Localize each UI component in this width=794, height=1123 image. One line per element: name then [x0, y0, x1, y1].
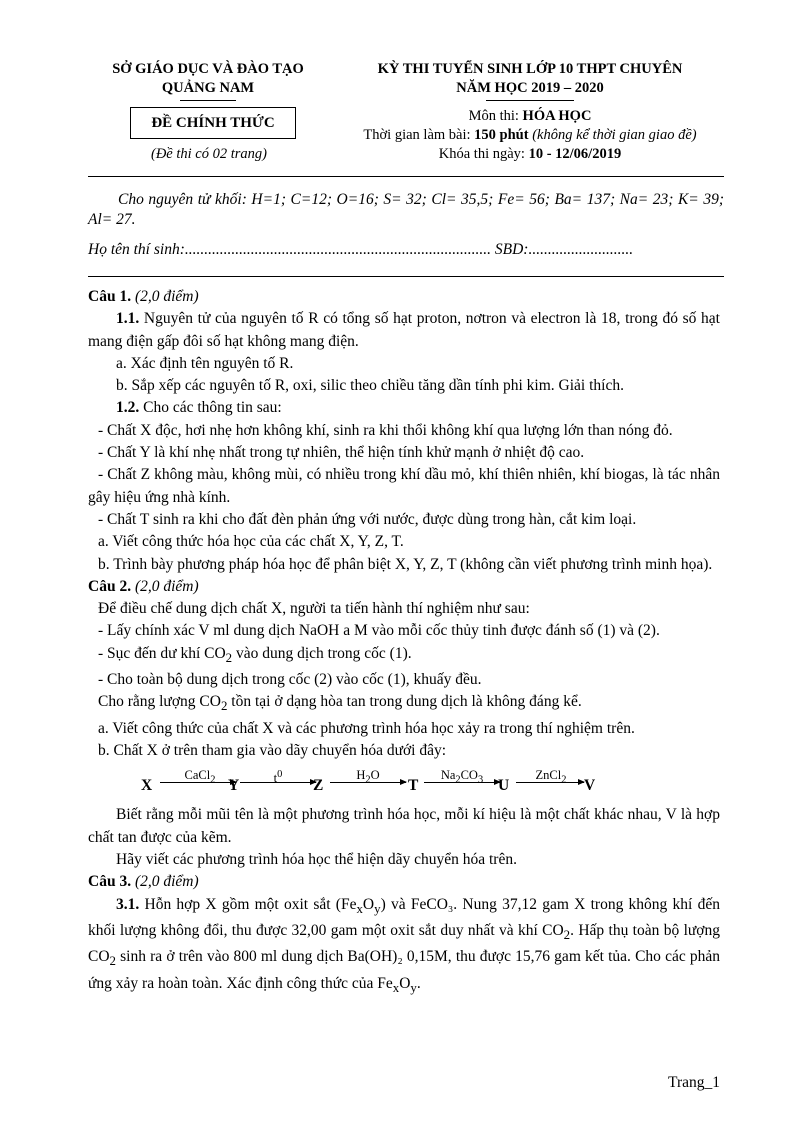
- co2-assumption: Cho rằng lượng $CO_2$ tồn tại ở dạng hòa tan trong dung dịch là không đáng kể.: [98, 693, 582, 714]
- question-2-intro: Để điều chế dung dịch chất X, người ta tiến hành thí nghiệm như sau:: [98, 600, 530, 618]
- exam-content: [88, 286, 720, 999]
- chain-node-t: T: [408, 777, 419, 795]
- question-2-title: Câu 2. (2,0 điểm): [88, 577, 199, 595]
- official-exam-box: ĐỀ CHÍNH THỨC: [130, 107, 296, 139]
- arrow-1: [160, 782, 236, 783]
- atomic-masses: Cho nguyên tử khối: H=1; C=12; O=16; S= 32; Cl= 35,5; Fe= 56; Ba= 137; Na= 23; K= 39; Al= 27.: [88, 191, 724, 228]
- province-name: QUẢNG NAM: [161, 80, 255, 96]
- arrow-5: [516, 782, 584, 783]
- reagent-na2co3: $Na_2CO_3$: [440, 768, 484, 786]
- substance-x-info: - Chất X độc, hơi nhẹ hơn không khí, sinh ra khi thổi không khí qua lượng lớn than nóng đỏ.: [98, 421, 673, 439]
- arrow-3: [330, 782, 406, 783]
- question-1-title: Câu 1. (2,0 điểm): [88, 288, 199, 305]
- substance-z-info: - Chất Z không màu, không mùi, có nhiều trong khí dầu mỏ, khí thiên nhiên, khí biogas, là tác nhân gây hiệu ứng nhà kính.: [88, 466, 720, 506]
- bottom-divider: [88, 276, 724, 277]
- step-2: - Sục đến dư khí $CO_2$ vào dung dịch trong cốc (1).: [98, 644, 412, 665]
- question-1-1-b: b. Sắp xếp các nguyên tố R, oxi, silic theo chiều tăng dần tính phi kim. Giải thích.: [116, 377, 624, 395]
- candidate-line: Họ tên thí sinh:............................................................................... SBD:...........................: [88, 241, 634, 258]
- substance-y-info: - Chất Y là khí nhẹ nhất trong tự nhiên, thể hiện tính khử mạnh ở nhiệt độ cao.: [98, 444, 585, 462]
- question-2-a: a. Viết công thức của chất X và các phương trình hóa học xảy ra trong thí nghiệm trên.: [98, 719, 635, 737]
- page-count-note: (Đề thi có 02 trang): [151, 146, 267, 162]
- chain-node-y: Y: [228, 777, 240, 795]
- chain-instruction: Hãy viết các phương trình hóa học thể hiện dãy chuyển hóa trên.: [116, 851, 517, 869]
- chain-node-x: X: [141, 777, 153, 795]
- exam-heading: [340, 60, 720, 98]
- step-3: - Cho toàn bộ dung dịch trong cốc (2) vào cốc (1), khuấy đều.: [98, 671, 482, 689]
- question-3-1: 3.1. Hỗn hợp X gồm một oxit sắt $(Fe_xO_y)$ và FeCO₃. Nung 37,12 gam X trong không khí đến khối lượng không đổi, thu được 32,00 gam một oxit sắt duy nhất và khí $CO_2$. Hấp thụ toàn bộ lượng $CO_2$ sinh ra ở trên vào 800 ml dung dịch Ba(OH)₂ 0,15M, thu được 15,76 gam kết tủa. Cho các phản ứng xảy ra hoàn toàn. Xác định công thức của $Fe_xO_y$.: [88, 895, 720, 995]
- reagent-heat: $t^0$: [273, 769, 283, 786]
- page-number: Trang_1: [668, 1074, 720, 1091]
- reagent-water: $H_2O$: [356, 768, 380, 786]
- question-1-2: 1.2. Cho các thông tin sau:: [116, 399, 282, 417]
- exam-name: KỲ THI TUYỂN SINH LỚP 10 THPT CHUYÊN: [377, 61, 683, 77]
- date-line: Khóa thi ngày: 10 - 12/06/2019: [438, 146, 622, 162]
- chain-node-u: U: [498, 777, 510, 795]
- exam-details: [340, 107, 720, 164]
- chain-node-v: V: [584, 777, 596, 795]
- question-2-b: b. Chất X ở trên tham gia vào dãy chuyển hóa dưới đây:: [98, 742, 447, 760]
- question-1-1: 1.1. Nguyên tử của nguyên tố R có tổng số hạt proton, nơtron và electron là 18, trong đó số hạt mang điện gấp đôi số hạt không mang điện.: [88, 310, 720, 350]
- reagent-zncl2: ZnCl$_2$: [535, 768, 567, 786]
- question-3-title: Câu 3. (2,0 điểm): [88, 873, 199, 891]
- chain-note: Biết rằng mỗi mũi tên là một phương trình hóa học, mỗi kí hiệu là một chất khác nhau, V là hợp chất tan được của kẽm.: [88, 806, 720, 846]
- department-heading: [88, 60, 328, 98]
- top-divider: [88, 176, 724, 177]
- step-1: - Lấy chính xác V ml dung dịch NaOH a M vào mỗi cốc thủy tinh được đánh số (1) và (2).: [98, 622, 660, 640]
- reagent-cacl2: CaCl$_2$: [184, 768, 216, 786]
- question-1-2-b: b. Trình bày phương pháp hóa học để phân biệt X, Y, Z, T (không cần viết phương trình minh họa).: [98, 555, 713, 573]
- time-line: Thời gian làm bài: 150 phút (không kể thời gian giao đề): [363, 127, 697, 143]
- chain-node-z: Z: [313, 777, 324, 795]
- substance-t-info: - Chất T sinh ra khi cho đất đèn phản ứng với nước, được dùng trong hàn, cắt kim loại.: [98, 510, 637, 528]
- arrow-2: [240, 782, 316, 783]
- question-1-2-a: a. Viết công thức hóa học của các chất X, Y, Z, T.: [98, 533, 404, 551]
- conversion-chain: [88, 764, 720, 798]
- subject-line: Môn thi: HÓA HỌC: [468, 108, 592, 124]
- question-1-1-a: a. Xác định tên nguyên tố R.: [116, 354, 294, 372]
- department-name: SỞ GIÁO DỤC VÀ ĐÀO TẠO: [112, 61, 304, 77]
- arrow-4: [424, 782, 500, 783]
- school-year: NĂM HỌC 2019 – 2020: [456, 80, 604, 96]
